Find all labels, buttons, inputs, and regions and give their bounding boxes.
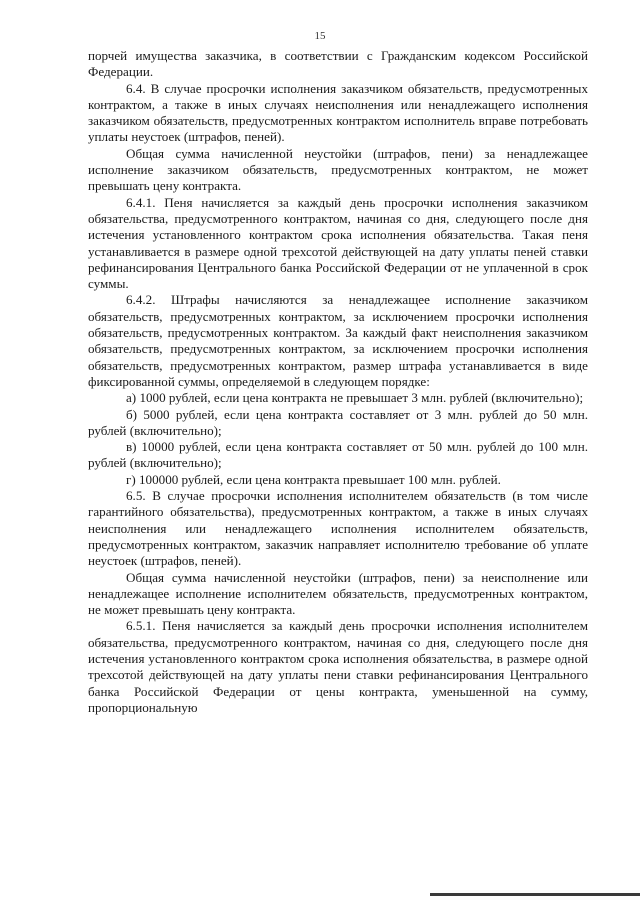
page-number: 15 (314, 30, 326, 42)
list-item-b: б) 5000 рублей, если цена контракта составляет от 3 млн. рублей до 50 млн. рублей (включительно); (88, 406, 588, 438)
paragraph-contractor-penalty-cap: Общая сумма начисленной неустойки (штрафов, пени) за неисполнение или ненадлежащее исполнение исполнителем обязательств, предусмотренных контрактом, не может превышать цену контракта. (88, 569, 588, 618)
list-item-a: а) 1000 рублей, если цена контракта не превышает 3 млн. рублей (включительно); (126, 390, 584, 406)
paragraph-continuation: порчей имущества заказчика, в соответствии с Гражданским кодексом Российской Федерации. (88, 48, 588, 80)
paragraph-6-5-1: 6.5.1. Пеня начисляется за каждый день просрочки исполнения исполнителем обязательства, предусмотренного контрактом, начиная со дня, следующего после дня истечения установленного контрактом срока исполнения обязательства, в размере одной трехсотой действующей на дату уплаты пени ставки рефинансирования Центрального банка Российской Федерации от цены контракта, уменьшенной на сумму, пропорциональную (88, 618, 588, 715)
paragraph-customer-penalty-cap: Общая сумма начисленной неустойки (штрафов, пени) за ненадлежащее исполнение заказчиком обязательств, предусмотренных контрактом, не может превышать цену контракта. (88, 145, 588, 194)
paragraph-6-4-1: 6.4.1. Пеня начисляется за каждый день просрочки исполнения заказчиком обязательства, предусмотренного контрактом, начиная со дня, следующего после дня истечения установленного контрактом срока исполнения обязательства. Такая пеня устанавливается в размере одной трехсотой действующей на дату уплаты пеней ставки рефинансирования Центрального банка Российской Федерации от не уплаченной в срок суммы. (88, 194, 588, 292)
paragraph-6-5: 6.5. В случае просрочки исполнения исполнителем обязательств (в том числе гарантийного обязательства), предусмотренных контрактом, а также в иных случаях неисполнения или ненадлежащего исполнения исполнителем обязательств, предусмотренных контрактом, заказчик направляет исполнителю требование об уплате неустоек (штрафов, пеней). (88, 488, 588, 569)
document-body (88, 48, 588, 716)
scan-edge-line (430, 893, 640, 896)
list-item-g: г) 100000 рублей, если цена контракта превышает 100 млн. рублей. (126, 471, 501, 487)
list-item-v: в) 10000 рублей, если цена контракта составляет от 50 млн. рублей до 100 млн. рублей (включительно); (88, 439, 588, 471)
paragraph-6-4: 6.4. В случае просрочки исполнения заказчиком обязательств, предусмотренных контрактом, а также в иных случаях неисполнения или ненадлежащего исполнения заказчиком обязательств, предусмотренных контрактом исполнитель вправе потребовать уплаты неустоек (штрафов, пеней). (88, 80, 588, 145)
paragraph-6-4-2: 6.4.2. Штрафы начисляются за ненадлежащее исполнение заказчиком обязательств, предусмотренных контрактом, за исключением просрочки исполнения обязательств, предусмотренных контрактом. За каждый факт неисполнения заказчиком обязательств, предусмотренных контрактом, за исключением просрочки исполнения обязательств, предусмотренных контрактом, размер штрафа устанавливается в виде фиксированной суммы, определяемой в следующем порядке: (88, 292, 588, 389)
